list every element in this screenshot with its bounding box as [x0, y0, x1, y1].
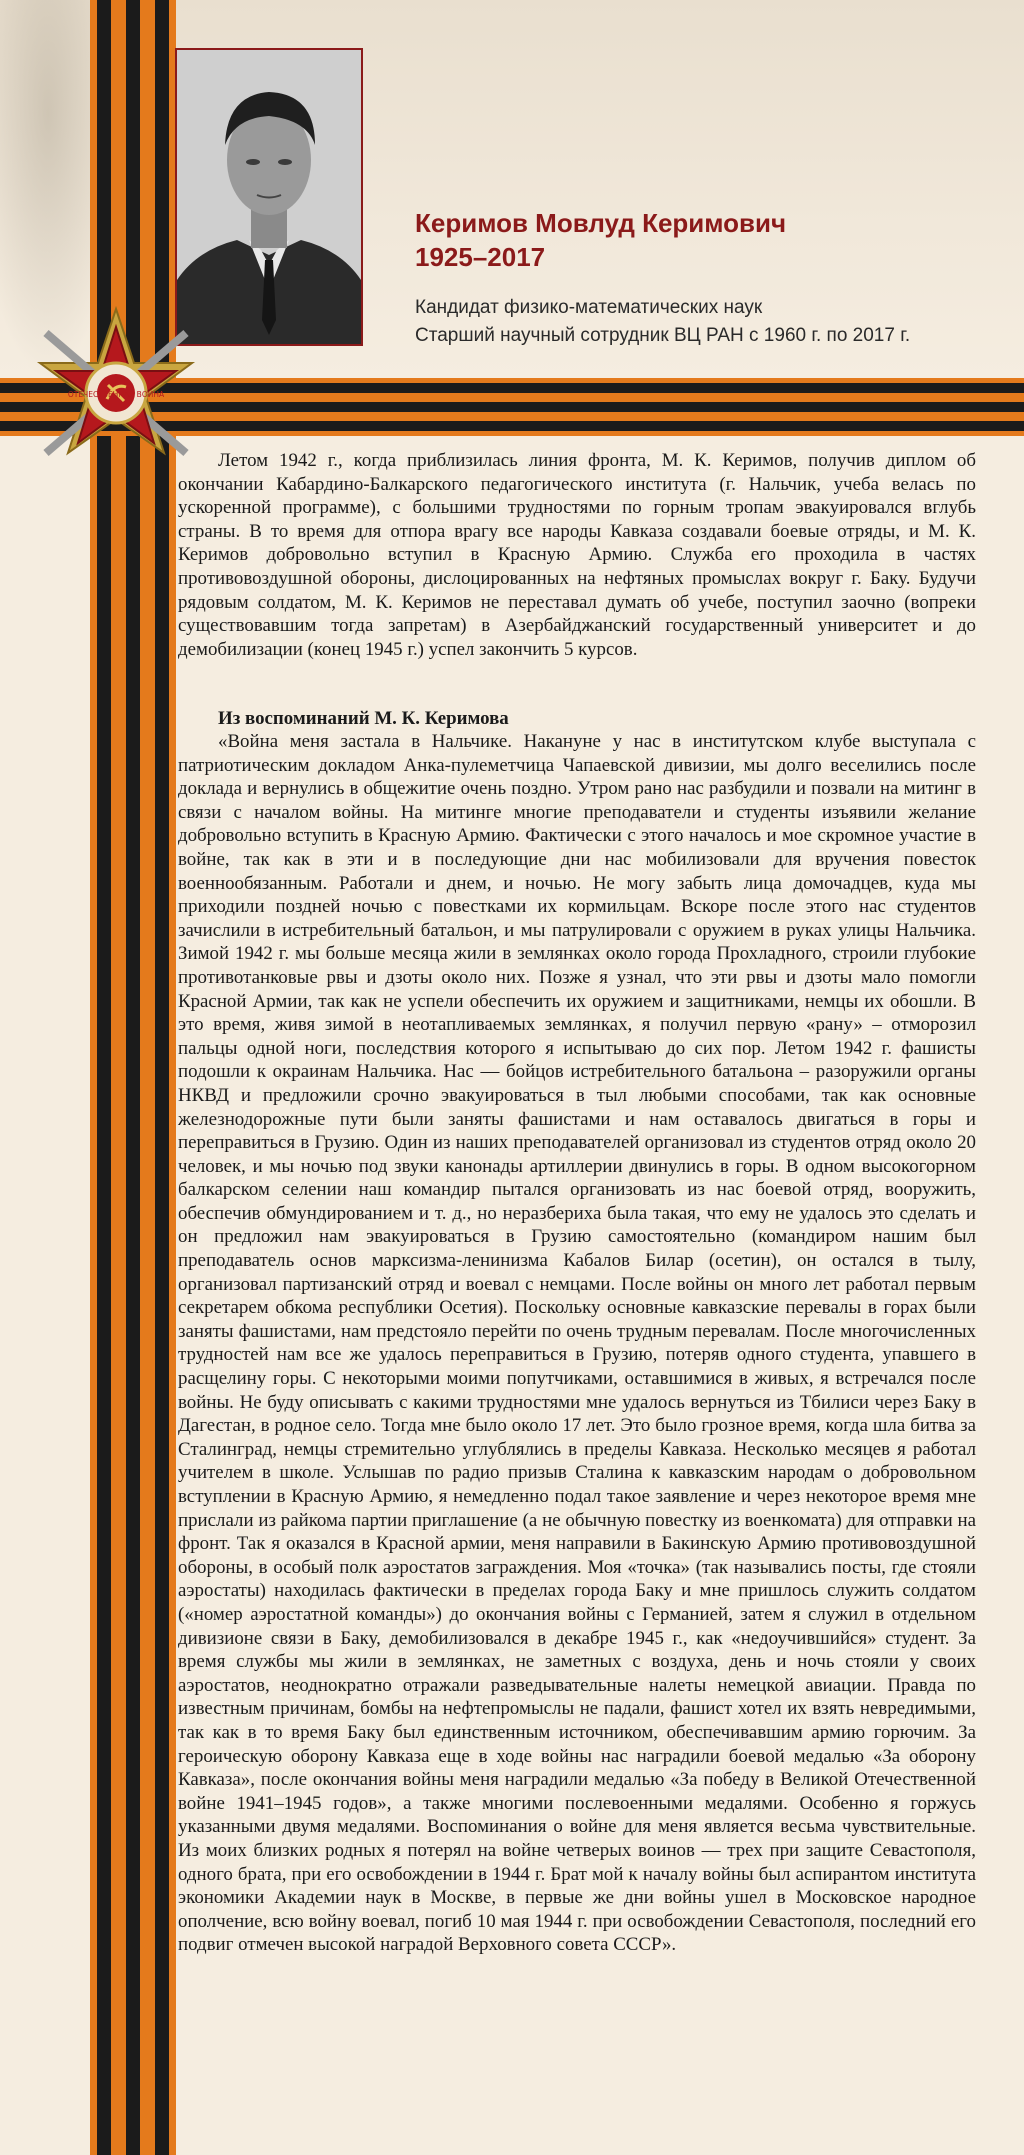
- person-name: Керимов Мовлуд Керимович: [415, 208, 787, 238]
- portrait-figure: [177, 50, 361, 344]
- memoirs-text: «Война меня застала в Нальчике. Накануне у нас в институтском клубе выступала с патриотическим докладом Анка-пулеметчица Чапаевской дивизии, мы долго веселились после доклада и вернулись в общежитие очень поздно. Утром рано нас разбудили и позвали на митинг в связи с началом войны. На митинге многие преподаватели и студенты изъявили желание добровольно вступить в Красную Армию. Фактически с этого началось и мое скромное участие в войне, так как в эти и в последующие дни нас мобилизовали для вручения повесток военнообязанным. Работали и днем, и ночью. Не могу забыть лица домочадцев, куда мы приходили поздней ночью с повестками их кормильцам. Вскоре после этого нас студентов зачислили в истребительный батальон, и мы патрулировали с оружием в руках улицы Нальчика. Зимой 1942 г. мы больше месяца жили в землянках около города Прохладного, строили глубокие противотанковые рвы и дзоты около них. Позже я узнал, что эти рвы и дзоты мало помогли Красной Армии, так как не успели обеспечить их оружием и защитниками, немцы их обошли. В это время, живя зимой в неотапливаемых землянках, я получил первую «рану» – отморозил пальцы одной ноги, последствия которого я испытываю до сих пор. Летом 1942 г. фашисты подошли к окраинам Нальчика. Нас — бойцов истребительного батальона – разоружили органы НКВД и предложили срочно эвакуироваться в тыл любыми способами, так как основные железнодорожные пути были заняты фашистами и нам оставалось двигаться в горы и переправиться в Грузию. Один из наших преподавателей организовал из студентов отряд около 20 человек, и мы ночью под звуки канонады артиллерии двинулись в горы. В одном высокогорном балкарском селении наш командир пытался организовать из нас боевой отряд, вооружить, обеспечив обмундированием и т. д., но неразбериха была такая, что ему не удалось это сделать и он предложил нам эвакуироваться в Грузию самостоятельно (командиром нашим был преподаватель основ марксизма-ленинизма Кабалов Билар (осетин), он остался в тылу, организовал партизанский отряд и воевал с немцами. После войны он много лет работал первым секретарем обкома республики Осетия). Поскольку основные кавказские перевалы в горах были заняты фашистами, нам предстояло перейти по очень трудным перевалам. После многочисленных трудностей нам все же удалось переправиться в Грузию, потеряв одного студента, упавшего в расщелину горы. С некоторыми моими попутчиками, оставшимися в живых, я встречался после войны. Не буду описывать с какими трудностями мне удалось вернуться из Тбилиси через Баку в Дагестан, в родное село. Тогда мне было около 17 лет. Это было грозное время, когда шла битва за Сталинград, немцы стремительно углублялись в пределы Кавказа. Несколько месяцев я работал учителем в школе. Услышав по радио призыв Сталина к кавказским народам о добровольном вступлении в Красную Армию, я немедленно подал такое заявление и через некоторое время мне прислали из райкома партии приглашение (а не обычную повестку из военкомата) для отправки на фронт. Так я оказался в Красной армии, меня направили в Бакинскую Армию противовоздушной обороны, в особый полк аэростатов заграждения. Моя «точка» (так назывались посты, где стояли аэростаты) находилась фактически в пределах города Баку и мне пришлось служить солдатом («номер аэростатной команды») до окончания войны с Германией, затем я служил в отдельном дивизионе связи в Баку, демобилизовался в декабре 1945 г., как «недоучившийся» студент. За время службы мы жили в землянках, не заметных с воздуха, день и ночь стояли у своих аэростатов, неоднократно отражали разведывательные налеты немецкой авиации. Правда по известным причинам, бомбы на нефтепромыслы не падали, фашист хотел их взять невредимыми, так как в то время Баку был единственным источником, обеспечивавшим армию горючим. За героическую оборону Кавказа еще в ходе войны нас наградили боевой медалью «За оборону Кавказа», после окончания войны меня наградили медалью «За победу в Великой Отечественной войне 1941–1945 годов», а также многими послевоенными медалями. Особенно я горжусь указанными двумя медалями. Воспоминания о войне для меня является весьма чувствительные. Из моих близких родных я потерял на войне четверых воинов — трех при защите Севастополя, одного брата, при его освобождении в 1944 г. Брат мой к началу войны был аспирантом института экономики Академии наук в Москве, в первые же дни войны ушел в Московское народное ополчение, всю войну воевал, погиб 10 мая 1944 г. при освобождении Севастополя, последний его подвиг отмечен высокой наградой Верховного совета СССР».: [178, 731, 976, 1956]
- memoirs-title: Из воспоминаний М. К. Керимова: [218, 708, 509, 729]
- portrait-photo: [175, 48, 363, 346]
- job-position: Старший научный сотрудник ВЦ РАН с 1960 г. по 2017 г.: [415, 325, 911, 346]
- academic-degree: Кандидат физико-математических наук: [415, 297, 763, 318]
- life-years: 1925–2017: [415, 242, 546, 272]
- order-inscription: ОТЕЧЕСТВЕННАЯ ВОЙНА: [67, 390, 165, 399]
- biography-paragraph: Летом 1942 г., когда приблизилась линия фронта, М. К. Керимов, получив диплом об окончании Кабардино-Балкарского педагогического института (г. Нальчик, учеба велась по ускоренной программе), с большими трудностями по горным тропам эвакуировался вглубь страны. В то время для отпора врагу все народы Кавказа создавали боевые отряды, и М. К. Керимов добровольно вступил в Красную Армию. Служба его проходила в частях противовоздушной обороны, дислоцированных на нефтяных промыслах вокруг г. Баку. Будучи рядовым солдатом, М. К. Керимов не переставал думать об учебе, поступил заочно (вопреки существовавшим тогда запретам) в Азербайджанский государственный университет и до демобилизации (конец 1945 г.) успел закончить 5 курсов.: [178, 450, 976, 660]
